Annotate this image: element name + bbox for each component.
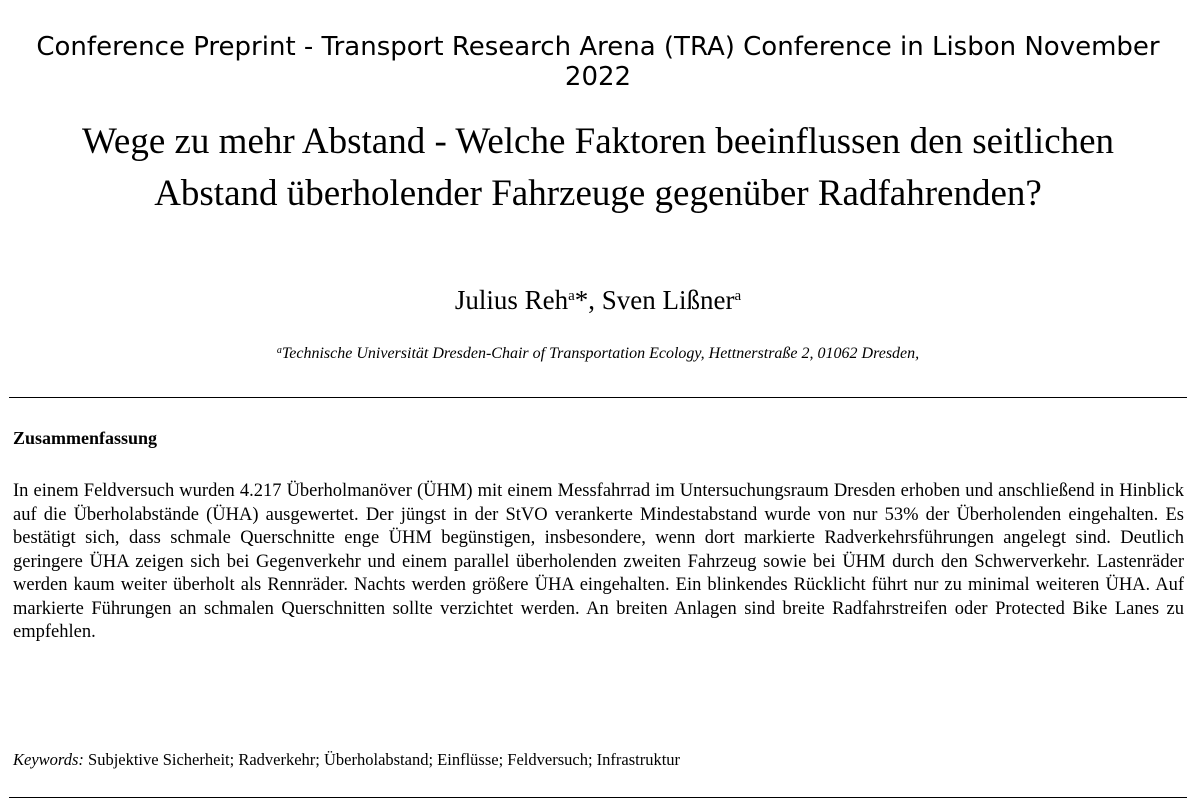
affiliation-text: Technische Universität Dresden-Chair of Transportation Ecology, Hettnerstraße 2, 01062 Dresden, bbox=[281, 345, 920, 362]
preprint-header: Conference Preprint - Transport Research Arena (TRA) Conference in Lisbon November 2022 bbox=[36, 32, 1160, 92]
keywords-line bbox=[13, 749, 1184, 771]
divider-top bbox=[9, 397, 1187, 398]
author-separator: , bbox=[588, 285, 602, 315]
author-name: Julius Reh bbox=[454, 285, 569, 315]
affiliation bbox=[0, 342, 1196, 366]
keywords-text: Subjektive Sicherheit; Radverkehr; Überholabstand; Einflüsse; Feldversuch; Infrastruktur bbox=[83, 750, 681, 769]
paper-title: Wege zu mehr Abstand - Welche Faktoren beeinflussen den seitlichen Abstand überholender Fahrzeuge gegenüber Radfahrenden? bbox=[81, 121, 1115, 214]
author-affiliation-marker: a bbox=[568, 288, 575, 304]
affiliation-marker: a bbox=[276, 345, 282, 356]
corresponding-author-marker: * bbox=[574, 285, 589, 315]
divider-bottom bbox=[9, 797, 1187, 798]
author-affiliation-marker: a bbox=[734, 288, 742, 304]
keywords-label: Keywords: bbox=[13, 750, 84, 769]
author-list bbox=[0, 282, 1196, 318]
author-name: Sven Lißner bbox=[601, 285, 735, 315]
abstract-body: In einem Feldversuch wurden 4.217 Überholmanöver (ÜHM) mit einem Messfahrrad im Untersuchungsraum Dresden erhoben und anschließend in Hinblick auf die Überholabstände (ÜHA) ausgewertet. Der jüngst in der StVO verankerte Mindestabstand wurde von nur 53% der Überholenden eingehalten. Es bestätigt sich, dass schmale Querschnitte enge ÜHM begünstigen, insbesondere, wenn dort markierte Radverkehrsführungen angelegt sind. Deutlich geringere ÜHA zeigen sich bei Gegenverkehr und einem parallel überholenden zweiten Fahrzeug sowie bei ÜHM durch den Schwerverkehr. Lastenräder werden kaum weiter überholt als Rennräder. Nachts werden größere ÜHA eingehalten. Ein blinkendes Rücklicht führt nur zu minimal weiteren ÜHA. Auf markierte Führungen an schmalen Querschnitten sollte verzichtet werden. An breiten Anlagen sind breite Radfahrstreifen oder Protected Bike Lanes zu empfehlen. bbox=[13, 481, 1184, 642]
abstract-heading: Zusammenfassung bbox=[13, 428, 158, 448]
